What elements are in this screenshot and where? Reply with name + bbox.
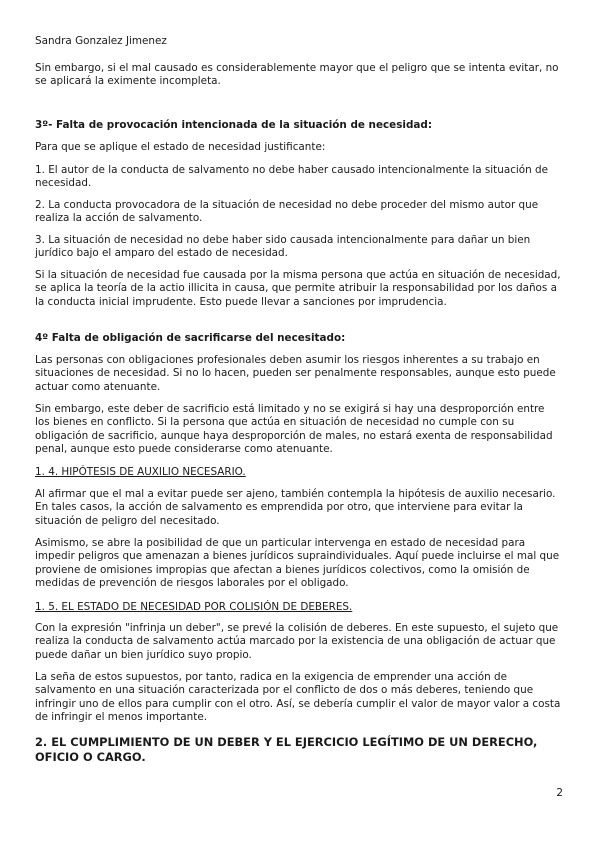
section-3-item-2: 2. La conducta provocadora de la situación de necesidad no debe proceder del mismo autor que realiza la acción de salvamento. [35, 199, 539, 225]
section-3-title: Falta de provocación intencionada de la situación de necesidad: [56, 119, 432, 131]
section-4-paragraph-2: Sin embargo, este deber de sacrificio está limitado y no se exigirá si hay una desproporción entre los bienes en conflicto. Si la persona que actúa en situación de necesidad no cumple con su obligación de sacrificio, aunque haya desproporción de males, no estará exenta de responsabilidad penal, aunque esto puede considerarse como atenuante. [35, 403, 553, 456]
section-4-heading [35, 332, 561, 345]
section-3-number: 3º- [35, 119, 57, 131]
section-4-title: Falta de obligación de sacrificarse del necesitado: [51, 332, 346, 344]
section-1-5-paragraph-1: Con la expresión "infrinja un deber", se prevé la colisión de deberes. En este supuesto, el sujeto que realiza la conducta de salvamento actúa marcado por la existencia de una obligación de actuar que puede dañar un bien jurídico suyo propio. [35, 622, 559, 661]
section-1-5-heading: 1. 5. EL ESTADO DE NECESIDAD POR COLISIÓN DE DEBERES. [35, 601, 353, 613]
section-1-5-paragraph-2: La seña de estos supuestos, por tanto, radica en la exigencia de emprender una acción de salvamento en una situación caracterizada por el conflicto de dos o más deberes, teniendo que infringir uno de ellos para cumplir con el otro. Así, se debería cumplir el valor de mayor valor a costa de infringir el menos importante. [35, 671, 561, 724]
section-1-4-paragraph-1: Al afirmar que el mal a evitar puede ser ajeno, también contempla la hipótesis de auxilio necesario. En tales casos, la acción de salvamento es emprendida por otro, que interviene para evitar la situación de peligro del necesitado. [35, 488, 556, 527]
section-2-title: 2. EL CUMPLIMIENTO DE UN DEBER Y EL EJERCICIO LEGÍTIMO DE UN DERECHO, OFICIO O CARGO. [35, 735, 538, 764]
section-3-item-3: 3. La situación de necesidad no debe haber sido causada intencionalmente para dañar un bien jurídico bajo el amparo del estado de necesidad. [35, 234, 531, 260]
author-name: Sandra Gonzalez Jimenez [35, 35, 167, 47]
section-1-4-heading: 1. 4. HIPÓTESIS DE AUXILIO NECESARIO. [35, 466, 246, 478]
section-4-number: 4º [35, 332, 52, 344]
section-3-lead: Para que se aplique el estado de necesidad justificante: [35, 141, 326, 153]
section-1-4-paragraph-2: Asimismo, se abre la posibilidad de que un particular intervenga en estado de necesidad para impedir peligros que amenazan a bienes jurídicos supraindividuales. Aquí puede incluirse el mal que proviene de omisiones impropias que afectan a bienes jurídicos colectivos, como la omisión de medidas de prevención de riesgos laborales por el obligado. [35, 537, 560, 590]
section-3-item-1: 1. El autor de la conducta de salvamento no debe haber causado intencionalmente la situación de necesidad. [35, 164, 549, 190]
section-4-paragraph-1: Las personas con obligaciones profesionales deben asumir los riesgos inherentes a su trabajo en situaciones de necesidad. Si no lo hacen, pueden ser penalmente responsables, aunque esto puede actuar como atenuante. [35, 354, 556, 393]
section-3-closing: Si la situación de necesidad fue causada por la misma persona que actúa en situación de necesidad, se aplica la teoría de la actio illicita in causa, que permite atribuir la responsabilidad por los daños a la conducta inicial imprudente. Esto puede llevar a sanciones por imprudencia. [35, 269, 561, 308]
page-number: 2 [556, 787, 563, 799]
section-3-heading [35, 119, 561, 132]
intro-paragraph: Sin embargo, si el mal causado es considerablemente mayor que el peligro que se intenta evitar, no se aplicará la eximente incompleta. [35, 62, 559, 88]
